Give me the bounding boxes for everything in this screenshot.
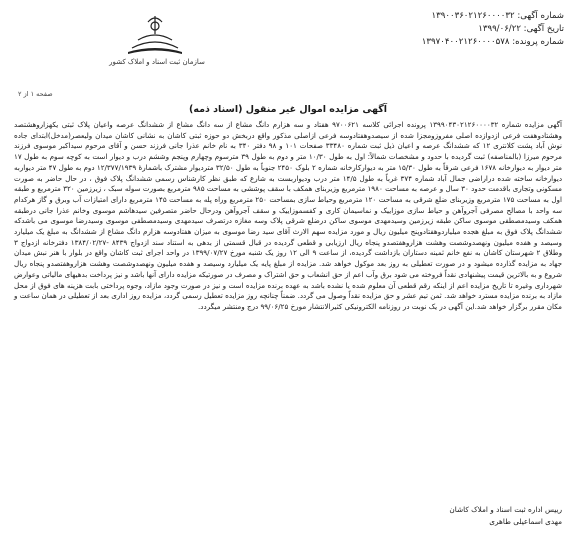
signatory-name: مهدی اسماعیلی طاهری (489, 517, 562, 526)
notice-body: آگهی مزایده شماره ۱۳۹۹۰۴۳۰۲۱۲۶۰۰۰۰۳۲ پرونده اجرائی کلاسه ۹۷۰۰۶۲۱ هفتاد و سه هزارم دانگ مشاع از سه دانگ مشاع از ششدانگ عرصه واعیان پلاک ثبتی یکهزاروهشتصد وهشتادوهفت فرعی ازدوازده اصلی مفروزومجزا شده از سیصدوهفتادوسه فرعی ازاصلی مذکور واقع دربخش دو حوزه ثبتی کاشان به نشانی کاشان میدان ولیعصر(مدخل)ابتدای جاده نوش آباد پشت کلانتری ۱۲ که ششدانگ عرصه و اعیان ذیل ثبت شماره ۳۳۴۸۰ صفحات ۱۰۱ و ۹۸ دفتر ۳۴۰ به نام خانم عذرا جانی فرزند حسن و آقای مرحوم سیداکبر موسوی فرزند مرحوم میرزا (بالمناصفه) ثبت گردیده با حدود و مشخصات شمالاً: اول به طول ۱۰/۳۰ متر و دوم به طول ۳۹ مترسوم وچهارم وپنجم وششم درب و دیوار است به کوچه سوم به طول ۱۷ متر دیوار به دیوارخانه ۱۶۷۸ فرعی شرقاً به طول ۱۵/۳۰ متر به دیوارکارخانه شماره ۲ بلوک ۲۴۵۰ جنوباً به طول ۳۲/۵۰ متردیوار مشترک باشمارهٔ ۱۲/۳۷۷/۱۹۳۹ دوم به طول ۴۷ متر دیواربه دیوارخانه ساخته شده دراراضی جمال آباد شماره ۳۷۴ غرباً به طول ۱۴/۵ متر درب ودیواربست به شارع که طبق نظر کارشناس رسمی ششدانگ پلاک فوق ، در حال حاضر به صورت مسکونی وتجاری باقدمت حدود ۳۰ سال و عرصه به مساحت ۱۹۸۰ مترمربع وزیربنای همکف با سقف پوششی به مساحت ۹۸۵ مترمربع بصورت سوله سبک ، زیرزمین ۳۲۰ مترمربع و طبقه اول به مساحت ۱۷۵ مترمربع وزیربنای ضلع شرقی به مساحت ۱۲۰ مترمربع وحیاط سازی بمساحت ۲۵۰ مترمربع وراه پله به مساحت ۱۴۵ مترمربع دارای امتیازات آب وبرق و گاز هرکدام سه واحد با مصالح مصرفی آجروآهن و حیاط سازی موزاییک و نماسیمان کاری و کفسموزاییک و سقف آجروآهن ودرحال حاضر متصرفین سیدهاشم موسوی وخانم عذرا جانی درطبقه همکف وسیدمصطفی موسوی ساکن طبقه زیرزمین وسیدمهدی موسوی ساکن درضلع شرقی پلاک وسه مغازه درتصرف سیدمهدی وسیدمصطفی موسوی وسیدرضا موسوی می باشدکه ششدانگ پلاک فوق به مبلغ هجده میلیاردوهفتادوپنج میلیون ریال و مورد مزایده سهم الارث آقای سید رضا موسوی به میزان هفتادوسه هزارم دانگ مشاع از ششدانگ به مبلغ یک میلیارد وسیصد و هفده میلیون ونهصدوشصت وهشت هزاروهفتصدو پنجاه ریال ارزیابی و قطعی گردیده در قبال قسمتی از بدهی به استناد سند ازدواج ۸۴۳۹ -۱۳۸۴/۰۲/۲۷ دفترخانه ازدواج ۳ وطلاق ۲ شهرستان کاشان به نفع خانم ثمینه دستاران بازداشت گردیده، از ساعت ۹ الی ۱۲ روز یک شنبه مورخ ۱۳۹۹/۰۷/۲۷ در واحد اجرای ثبت کاشان واقع در بلوار با هنر نبش میدان جهاد به مزایده گذارده میشود و در صورت تعطیلی به روز بعد موکول خواهد شد. مزایده از مبلغ پایه یک میلیارد وسیصد و هفده میلیون ونهصدوشصت وهشت هزاروهفتصدو پنجاه ریال شروع و به بالاترین قیمت پیشنهادی نقداً فروخته می شود برق وآب اعم از حق انشعاب و حق اشتراک و مصرف در صورتیکه مزایده دارای آنها باشد و نیز پرداخت بدهیهای مالیاتی وعوارض شهرداری وغیره تا تاریخ مزایده اعم از اینکه رقم قطعی آن معلوم شده یا نشده باشد به عهده برنده مزایده است و نیز در صورت وجود مازاد، وجوه پرداختی بابت هزینه های فوق از محل مازاد به برنده مزایده مسترد خواهد شد. ثمن تیم عشر و حق مزایده نقداً وصول می گردد. ضمناً چنانچه روز مزایده تعطیل رسمی گردد، مزایده روز اداری بعد از تعطیلی در همان ساعت و مکان مقرر برگزار خواهد شد.این آگهی در یک نوبت در روزنامه الکترونیکی کثیرالانتشار مورخ ۹۹/۰۶/۲۵ درج ومنتشر میگردد. (14, 120, 563, 311)
case-number: شماره پرونده: ۱۳۹۷۰۴۰۰۲۱۲۶۰۰۰۰۵۷۸ (421, 37, 564, 47)
org-name: سازمان ثبت اسناد و املاک کشور (109, 58, 205, 66)
page-number: صفحه ۱ از ۲ (18, 90, 53, 98)
signatory-title: رییس اداره ثبت اسناد و املاک کاشان (449, 505, 562, 514)
notice-title: آگهی مزایده اموال غیر منقول (اسناد ذمه) (188, 104, 387, 115)
notice-date: تاریخ آگهی: ۱۳۹۹/۰۶/۲۲ (478, 24, 564, 34)
notice-number: شماره آگهی: ۱۳۹۰۰۳۶۰۲۱۲۶۰۰۰۰۳۲ (431, 11, 564, 21)
emblem-icon (120, 10, 190, 56)
notice-meta (324, 10, 564, 49)
